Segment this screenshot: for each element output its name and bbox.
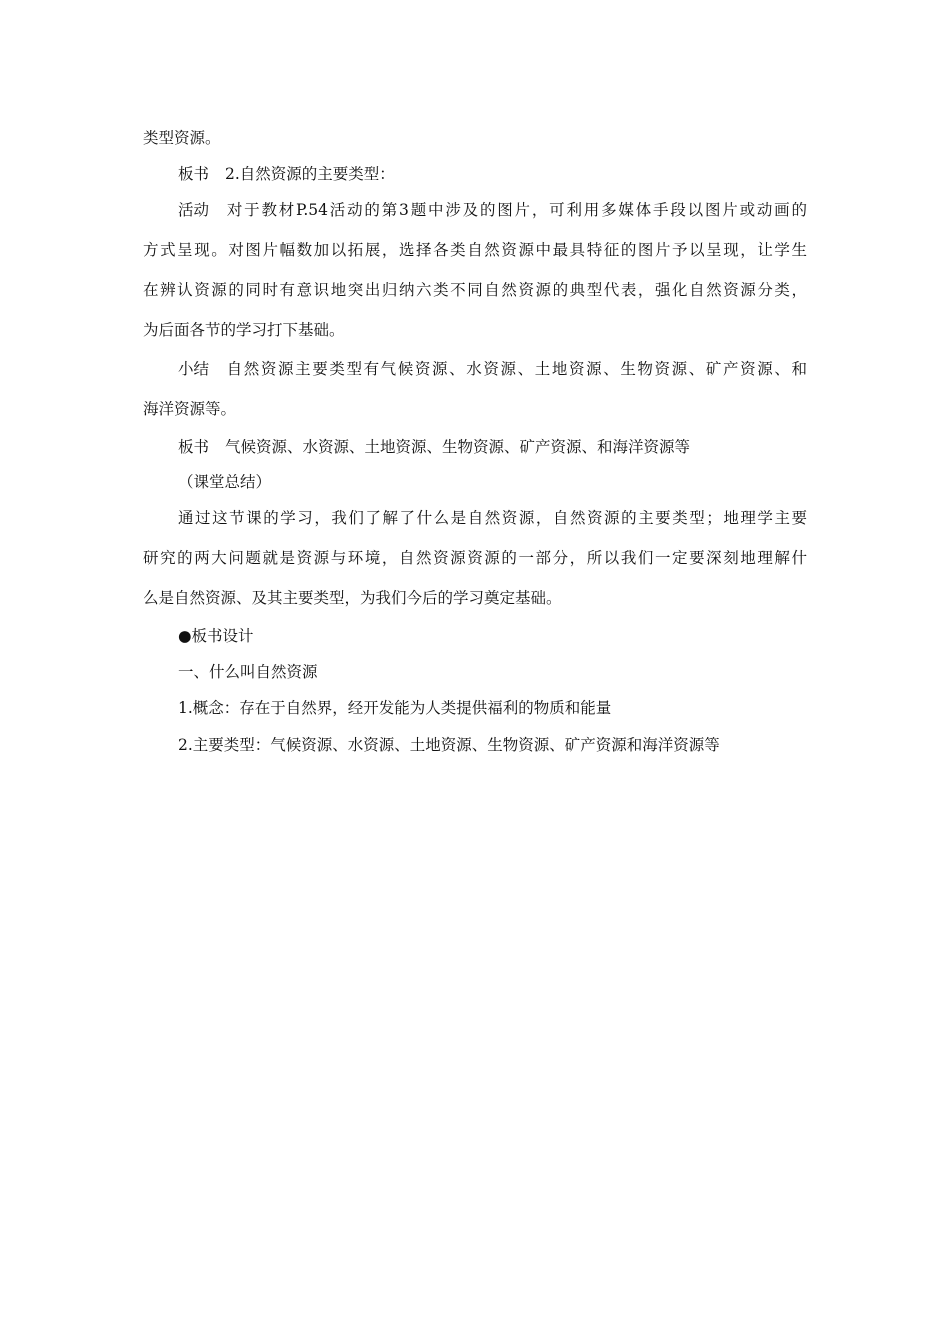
board-note-heading: [178, 163, 807, 185]
activity-paragraph-line: [143, 319, 807, 341]
board-note-line: [178, 436, 807, 458]
line-text: （课堂总结）: [178, 473, 272, 491]
section-heading: [178, 471, 807, 493]
line-text: 气候资源、水资源、土地资源、生物资源、矿产资源、和海洋资源等: [225, 438, 691, 456]
outline-item: [178, 697, 807, 719]
board-label: 板书: [178, 438, 210, 456]
conclusion-paragraph-line: [143, 587, 807, 609]
outline-item: [178, 661, 807, 683]
line-text: 通过这节课的学习，我们了解了什么是自然资源，自然资源的主要类型；地理学主要: [178, 509, 807, 527]
activity-paragraph-line: [143, 239, 807, 261]
line-text: 在辨认资源的同时有意识地突出归纳六类不同自然资源的典型代表，强化自然资源分类，: [143, 281, 807, 299]
outline-item: [178, 734, 807, 756]
line-text: 2.自然资源的主要类型：: [225, 165, 395, 183]
line-text: 自然资源主要类型有气候资源、水资源、土地资源、生物资源、矿产资源、和: [225, 360, 807, 378]
line-text: 一、什么叫自然资源: [178, 663, 318, 681]
line-text: 板书设计: [191, 627, 254, 645]
line-text: 类型资源。: [143, 129, 221, 147]
activity-paragraph-line: [143, 279, 807, 301]
line-text: 么是自然资源、及其主要类型，为我们今后的学习奠定基础。: [143, 589, 562, 607]
board-label: 板书: [178, 165, 210, 183]
summary-label: 小结: [178, 360, 210, 378]
bullet-icon: ●: [178, 627, 192, 645]
conclusion-paragraph-line: [143, 547, 807, 569]
summary-paragraph-line: [178, 358, 807, 380]
activity-label: 活动: [178, 201, 210, 219]
line-text: 2.主要类型：气候资源、水资源、土地资源、生物资源、矿产资源和海洋资源等: [178, 736, 720, 754]
conclusion-paragraph-line: [178, 507, 807, 529]
activity-paragraph-line: [178, 199, 807, 221]
summary-paragraph-line: [143, 398, 807, 420]
line-text: 方式呈现。对图片幅数加以拓展，选择各类自然资源中最具特征的图片予以呈现，让学生: [143, 241, 807, 259]
board-design-heading: [178, 625, 807, 647]
paragraph-continuation: [143, 127, 807, 149]
line-text: 1.概念：存在于自然界，经开发能为人类提供福利的物质和能量: [178, 699, 612, 717]
line-text: 研究的两大问题就是资源与环境，自然资源资源的一部分，所以我们一定要深刻地理解什: [143, 549, 807, 567]
line-text: 对于教材P.54活动的第3题中涉及的图片，可利用多媒体手段以图片或动画的: [225, 201, 807, 219]
line-text: 海洋资源等。: [143, 400, 237, 418]
line-text: 为后面各节的学习打下基础。: [143, 321, 345, 339]
